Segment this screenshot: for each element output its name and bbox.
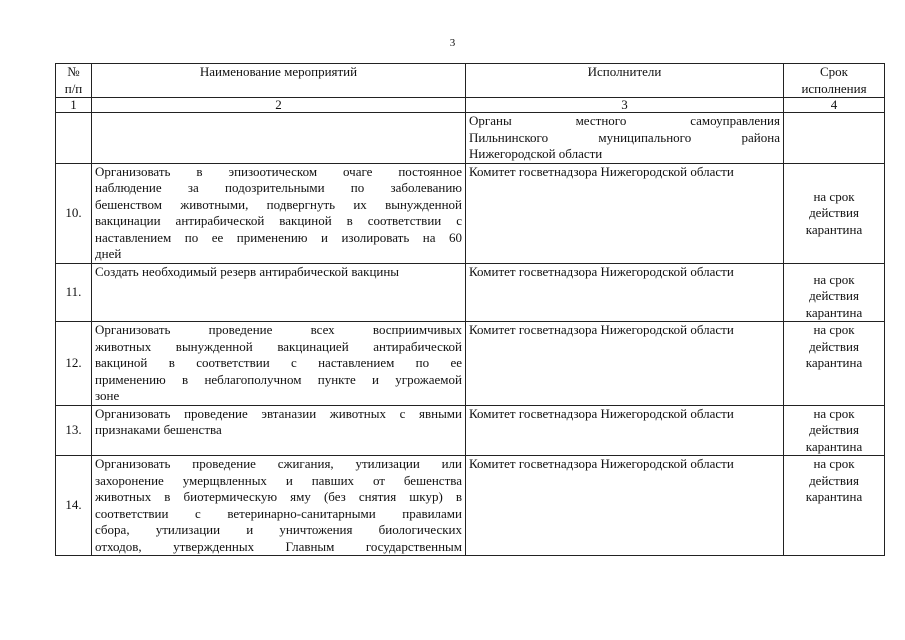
header-num-line: п/п [64,80,83,96]
measure-line: отходов, утвержденных Главным государственным [95,538,462,554]
term-line: карантина [805,304,863,320]
measure-line: наблюдение за подозрительными по заболеванию [95,180,462,195]
term-line: на срок [813,322,855,337]
term-line: на срок [813,188,855,204]
row-executors: Комитет госветнадзора Нижегородской области [466,405,784,456]
measure-line: дней [95,246,122,261]
row-executors: Комитет госветнадзора Нижегородской области [466,456,784,556]
row-executors: Комитет госветнадзора Нижегородской области [466,322,784,406]
row-executors: Комитет госветнадзора Нижегородской области [466,263,784,322]
term-line: действия [809,288,859,303]
measure-line: вакциной в соответствии с наставлением по ее [95,355,462,370]
page-number: 3 [449,37,456,49]
term-line: карантина [805,221,863,237]
continuation-row [56,113,885,164]
measure-line: животных вынужденной вакцинацией антирабической [95,338,462,354]
column-index: 2 [92,98,466,113]
continuation-num [56,113,92,164]
row-number: 11. [56,263,92,322]
table-row [56,163,885,263]
executors-line: Органы местного самоуправления [469,113,780,128]
measure-line: применению в неблагополучном пункте и угрожаемой [95,371,462,387]
term-line: действия [809,205,859,220]
row-term [784,263,885,322]
term-line: действия [809,472,859,488]
table-row [56,405,885,456]
measure-line: зоне [95,388,120,403]
term-line: на срок [813,456,855,471]
measure-line: соответствии с ветеринарно-санитарными правилами [95,505,462,521]
measure-line: Создать необходимый резерв антирабической вакцины [95,263,400,279]
header-num [56,64,92,98]
table-header-row [56,64,885,98]
continuation-term [784,113,885,164]
measure-line: Организовать проведение эвтаназии животных с явными [95,405,462,421]
measure-line: захоронение умерщвленных и павших от бешенства [95,472,462,488]
continuation-name [92,113,466,164]
row-term [784,405,885,456]
row-measure [92,163,466,263]
table-row [56,263,885,322]
header-executors: Исполнители [466,64,784,98]
row-measure [92,456,466,556]
row-executors: Комитет госветнадзора Нижегородской области [466,163,784,263]
header-term-line: исполнения [801,80,867,96]
term-line: действия [809,338,859,354]
header-term-line: Срок [820,64,848,79]
row-measure [92,405,466,456]
column-index-row [56,98,885,113]
header-num-line: № [67,64,80,79]
column-index: 3 [466,98,784,113]
term-line: карантина [805,355,863,370]
row-number: 13. [56,405,92,456]
row-term [784,322,885,406]
executors-line: Нижегородской области [469,146,603,161]
table-row [56,456,885,556]
header-term [784,64,885,98]
measure-line: Организовать проведение всех восприимчивых [95,322,462,337]
row-number: 14. [56,456,92,556]
executors-line: Пильнинского муниципального района [469,129,780,145]
term-line: на срок [813,405,855,421]
term-spacer [787,164,881,189]
row-measure [92,322,466,406]
row-measure [92,263,466,322]
measure-line: сбора, утилизации и уничтожения биологических [95,522,462,537]
row-term [784,163,885,263]
header-name: Наименование мероприятий [92,64,466,98]
column-index: 4 [784,98,885,113]
measures-table [55,63,885,556]
measure-line: Организовать в эпизоотическом очаге постоянное [95,163,462,179]
term-line: карантина [805,438,863,454]
measure-line: Организовать проведение сжигания, утилизации или [95,456,462,471]
measure-line: бешенством животными, подвергнуть их вынужденной [95,196,462,212]
term-line: на срок [813,271,855,287]
measure-line: наставлением по ее применению и изолировать на 60 [95,229,462,245]
measure-line: животных в биотермическую яму (без снятия шкур) в [95,489,462,504]
row-number: 12. [56,322,92,406]
column-index: 1 [56,98,92,113]
continuation-executors [466,113,784,164]
row-term [784,456,885,556]
term-spacer [787,264,881,272]
row-number: 10. [56,163,92,263]
table-row [56,322,885,406]
measure-line: признаками бешенства [95,422,222,437]
term-line: действия [809,422,859,437]
measure-line: вакцинации антирабической вакциной в соответствии с [95,213,462,228]
term-line: карантина [805,489,863,504]
